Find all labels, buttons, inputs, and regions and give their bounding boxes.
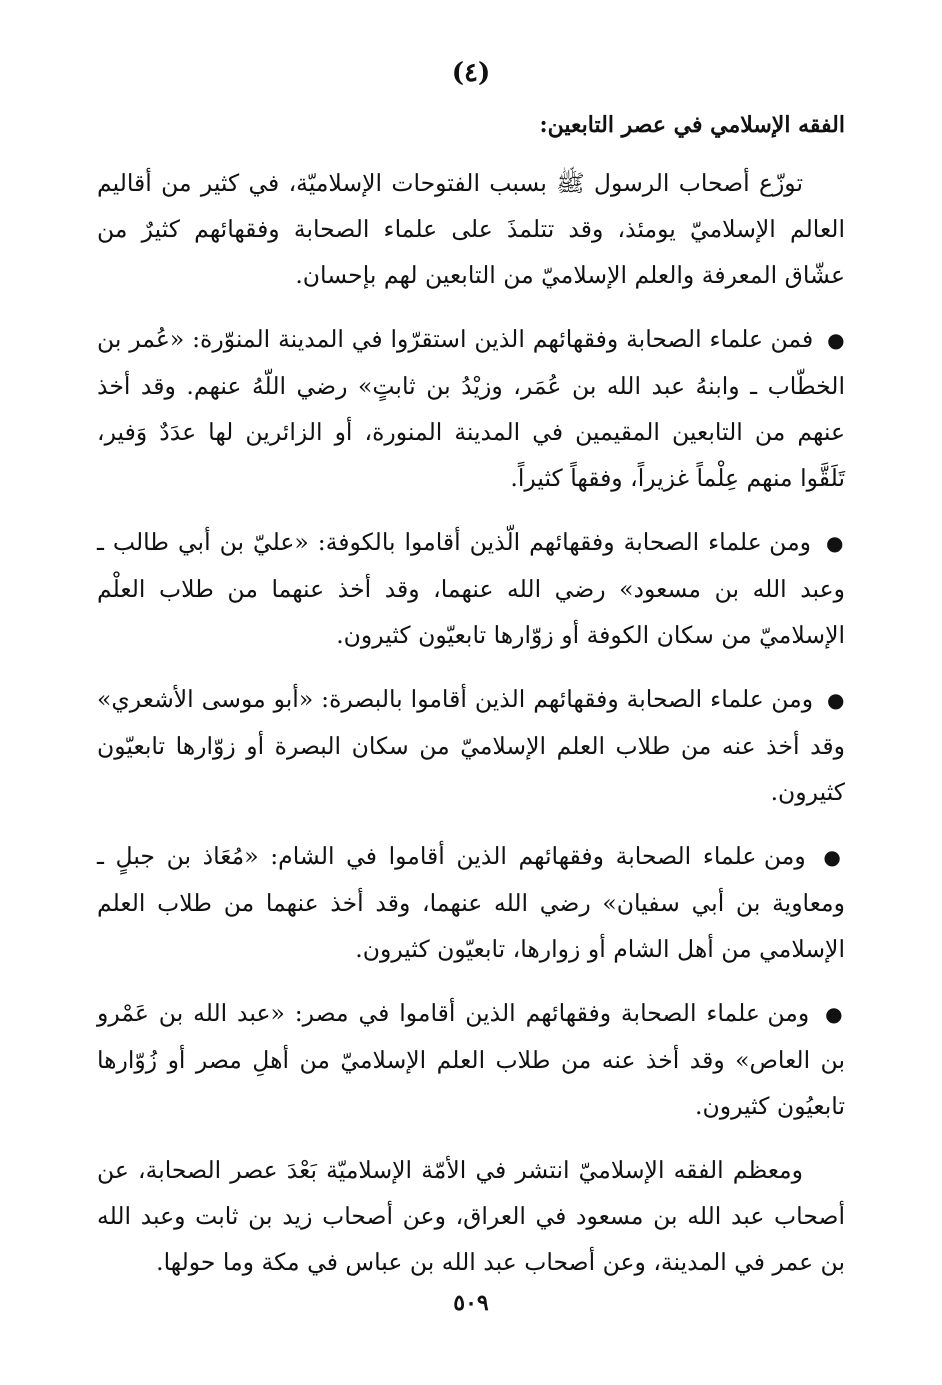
paragraph-text: ومن علماء الصحابة وفقهائهم الذين أقاموا في الشام: «مُعَاذ بن جبلٍ ـ ومعاوية بن أبي سفيان» رضي الله عنهما، وقد أخذ عنهما من طلاب العلم الإسلامي من أهل الشام أو زوارها، تابعيّون كثيرون.	[97, 842, 845, 963]
bullet-icon: ●	[823, 845, 845, 869]
bullet-icon: ●	[826, 531, 845, 555]
bullet-icon: ●	[825, 1002, 846, 1026]
paragraph-text: توزّع أصحاب الرسول ﷺ بسبب الفتوحات الإسلاميّة، في كثير من أقاليم العالم الإسلاميّ يومئذ، وقد تتلمذَ على علماء الصحابة وفقهائهم كثيرٌ من عشّاق المعرفة والعلم الإسلاميّ من التابعين لهم بإحسان.	[97, 169, 845, 289]
section-heading: الفقه الإسلامي في عصر التابعين:	[539, 112, 845, 138]
bullet-icon: ●	[827, 328, 845, 352]
paragraph-sham	[97, 833, 845, 972]
page-number: ٥٠٩	[453, 1290, 489, 1316]
paragraph-text: ومعظم الفقه الإسلاميّ انتشر في الأمّة الإسلاميّة بَعْدَ عصر الصحابة، عن أصحاب عبد الله بن مسعود في العراق، وعن أصحاب زيد بن ثابت وعبد الله بن عمر في المدينة، وعن أصحاب عبد الله بن عباس في مكة وما حولها.	[97, 1156, 845, 1276]
chapter-number: (٤)	[451, 58, 491, 88]
paragraph-text: ومن علماء الصحابة وفقهائهم الّذين أقاموا بالكوفة: «عليّ بن أبي طالب ـ وعبد الله بن مسعود» رضي الله عنهما، وقد أخذ عنهما من طلاب العلْم الإسلاميّ من سكان الكوفة أو زوّارها تابعيّون كثيرون.	[97, 528, 845, 649]
paragraph-text: فمن علماء الصحابة وفقهائهم الذين استقرّوا في المدينة المنوّرة: «عُمر بن الخطّاب ـ وابنهُ عبد الله بن عُمَر، وزيْدُ بن ثابتٍ» رضي اللّهُ عنهم. وقد أخذ عنهم من التابعين المقيمين في المدينة المنورة، أو الزائرين لها عدَدٌ وَفير، تَلَقَّوا منهم عِلْماً غزيراً، وفقهاً كثيراً.	[97, 325, 845, 492]
paragraph-text: ومن علماء الصحابة وفقهائهم الذين أقاموا في مصر: «عبد الله بن عَمْرو بن العاص» وقد أخذ عنه من طلاب العلم الإسلاميّ من أهلِ مصر أو زُوّارها تابعيُون كثيرون.	[97, 999, 845, 1120]
paragraph-basra	[97, 676, 845, 815]
paragraph-conclusion	[97, 1147, 845, 1285]
paragraph-text: ومن علماء الصحابة وفقهائهم الذين أقاموا بالبصرة: «أبو موسى الأشعري» وقد أخذ عنه من طلاب العلم الإسلاميّ من سكان البصرة أو زوّارها تابعيّون كثيرون.	[97, 685, 845, 806]
paragraph-egypt	[97, 990, 845, 1129]
body-text	[97, 160, 845, 1303]
paragraph-medina	[97, 316, 845, 501]
paragraph-intro	[97, 160, 845, 298]
paragraph-kufa	[97, 519, 845, 658]
bullet-icon: ●	[827, 688, 845, 712]
